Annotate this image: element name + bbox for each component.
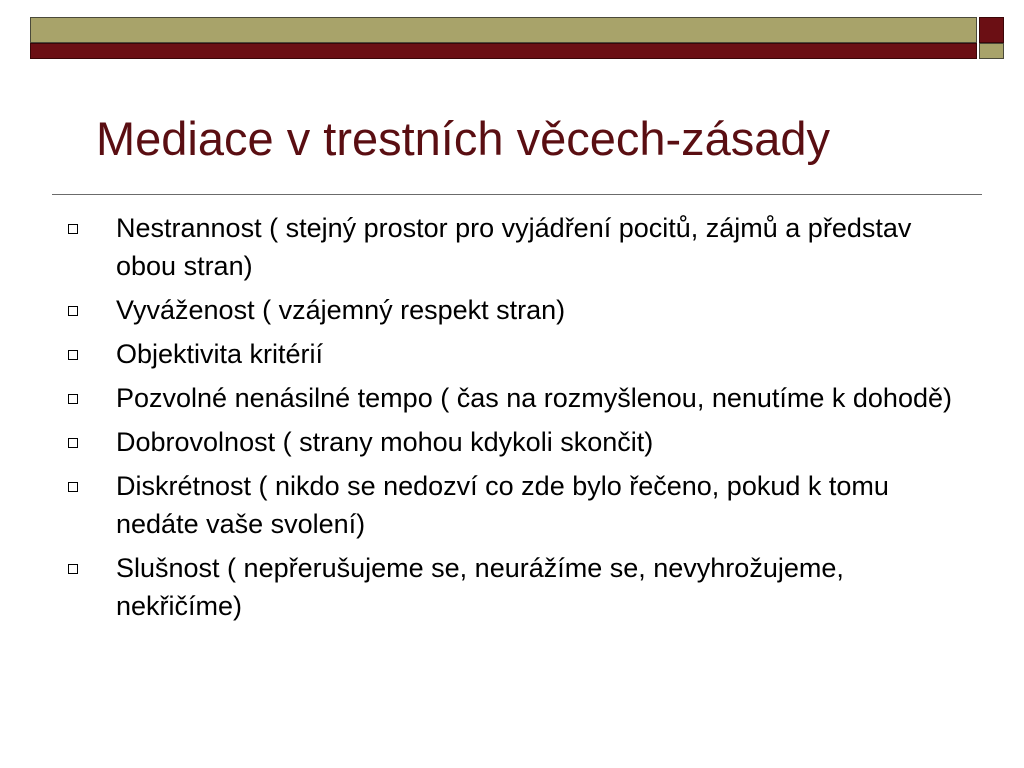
bullet-item: [60, 335, 960, 373]
bullet-list: [60, 209, 960, 631]
hollow-square-bullet-icon: [68, 224, 78, 234]
hollow-square-bullet-icon: [68, 438, 78, 448]
title-divider: [52, 194, 982, 195]
hollow-square-bullet-icon: [68, 394, 78, 404]
bullet-item: [60, 291, 960, 329]
hollow-square-bullet-icon: [68, 482, 78, 492]
bullet-item: [60, 467, 960, 543]
bullet-item: [60, 549, 960, 625]
header-square-maroon: [979, 17, 1004, 43]
hollow-square-bullet-icon: [68, 306, 78, 316]
hollow-square-bullet-icon: [68, 350, 78, 360]
header-square-olive: [979, 43, 1004, 59]
header-bar-maroon: [30, 43, 977, 59]
bullet-item: [60, 209, 960, 285]
header-bar-olive: [30, 17, 977, 43]
bullet-text: Dobrovolnost ( strany mohou kdykoli skončit): [116, 427, 654, 457]
bullet-text: Nestrannost ( stejný prostor pro vyjádření pocitů, zájmů a představ obou stran): [116, 213, 912, 281]
slide-title: Mediace v trestních věcech-zásady: [96, 112, 831, 165]
bullet-item: [60, 423, 960, 461]
bullet-text: Diskrétnost ( nikdo se nedozví co zde bylo řečeno, pokud k tomu nedáte vaše svolení): [116, 471, 889, 539]
bullet-text: Slušnost ( nepřerušujeme se, neurážíme se, nevyhrožujeme, nekřičíme): [116, 553, 844, 621]
bullet-text: Pozvolné nenásilné tempo ( čas na rozmyšlenou, nenutíme k dohodě): [116, 383, 952, 413]
hollow-square-bullet-icon: [68, 564, 78, 574]
bullet-text: Objektivita kritérií: [116, 339, 324, 369]
bullet-text: Vyváženost ( vzájemný respekt stran): [116, 295, 566, 325]
bullet-item: [60, 379, 960, 417]
